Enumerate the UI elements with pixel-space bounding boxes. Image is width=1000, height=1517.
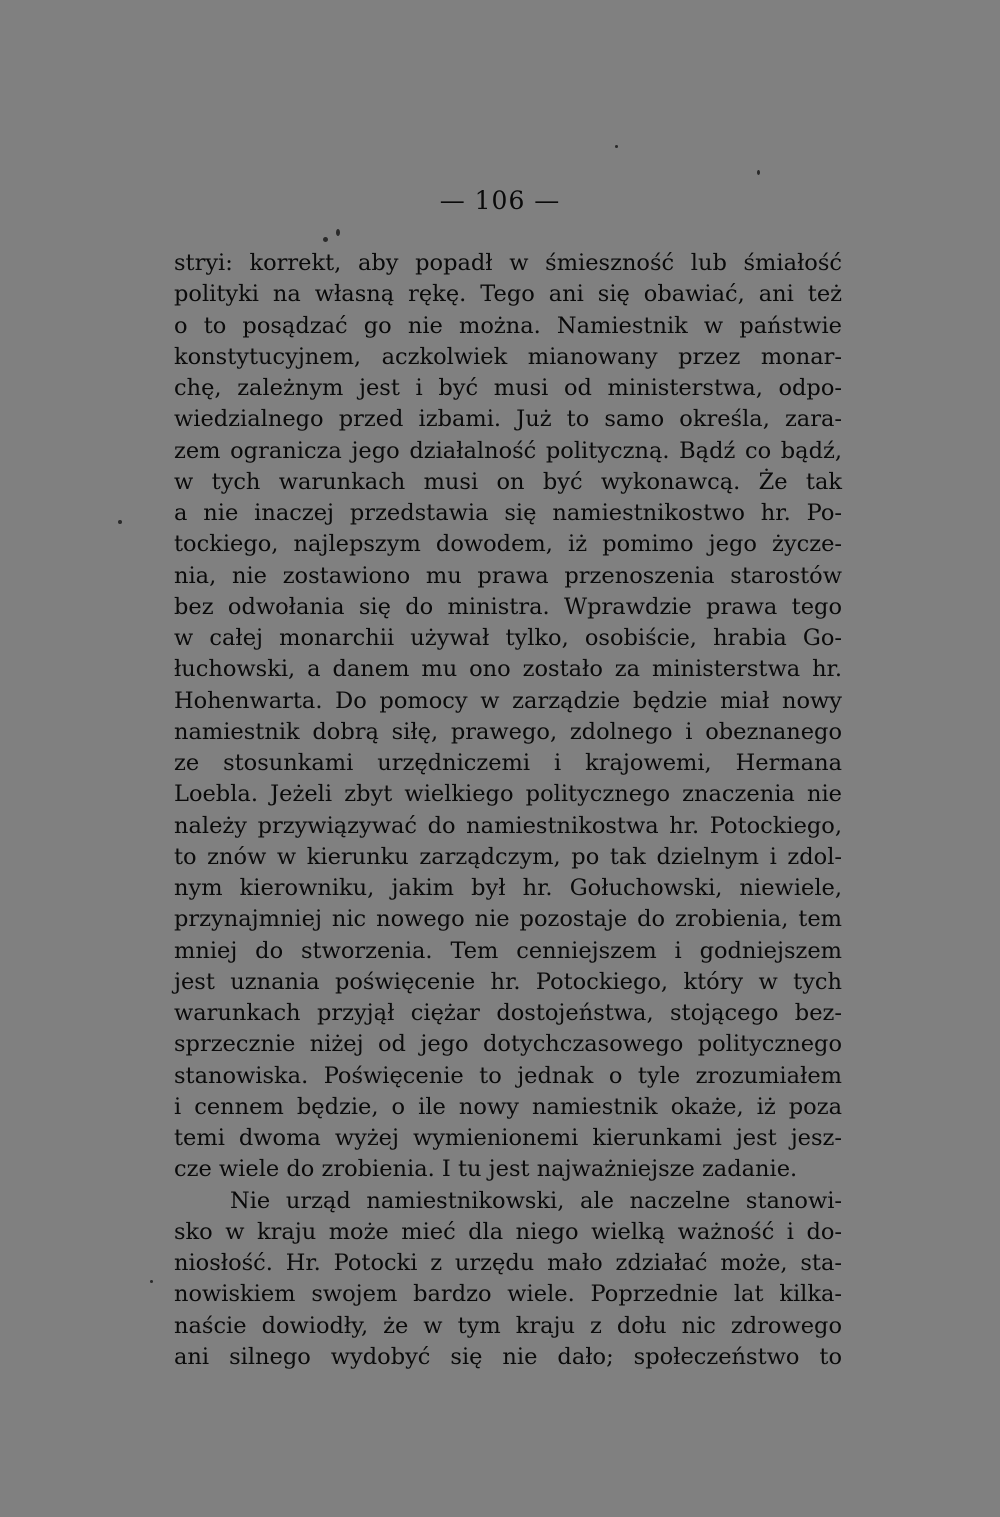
text-line: ani silnego wydobyć się nie dało; społeczeństwo to — [174, 1343, 842, 1370]
text-line: konstytucyjnem, aczkolwiek mianowany przez monar- — [174, 343, 842, 370]
text-line: temi dwoma wyżej wymienionemi kierunkami jest jesz- — [174, 1125, 842, 1151]
scan-speck — [615, 145, 618, 148]
text-line: w tych warunkach musi on być wykonawcą. Że tak — [174, 468, 842, 495]
text-line: a nie inaczej przedstawia się namiestnikostwo hr. Po- — [174, 500, 842, 526]
text-line: nowiskiem swojem bardzo wiele. Poprzednie lat kilka- — [174, 1281, 842, 1308]
text-line: sko w kraju może mieć dla niego wielką ważność i do- — [174, 1218, 842, 1245]
text-line: o to posądzać go nie można. Namiestnik w państwie — [174, 312, 842, 339]
text-line: nia, nie zostawiono mu prawa przenoszenia starostów — [174, 562, 842, 589]
text-line: bez odwołania się do ministra. Wprawdzie prawa tego — [174, 593, 842, 620]
text-line: Nie urząd namiestnikowski, ale naczelne stanowi- — [230, 1187, 842, 1214]
text-line: nym kierowniku, jakim był hr. Gołuchowski, niewiele, — [174, 875, 842, 901]
text-line: stanowiska. Poświęcenie to jednak o tyle zrozumiałem — [174, 1062, 842, 1089]
text-line: zem ogranicza jego działalność polityczną. Bądź co bądź, — [174, 437, 842, 464]
text-line: polityki na własną rękę. Tego ani się obawiać, ani też — [174, 281, 842, 308]
text-line: cze wiele do zrobienia. I tu jest najważniejsze zadanie. — [174, 1156, 798, 1183]
text-line: łuchowski, a danem mu ono zostało za ministerstwa hr. — [174, 656, 842, 683]
scan-speck — [323, 237, 328, 242]
body-text — [174, 248, 842, 1373]
text-line: chę, zależnym jest i być musi od ministerstwa, odpo- — [174, 375, 842, 401]
text-line: wiedzialnego przed izbami. Już to samo określa, zara- — [174, 406, 842, 433]
text-line: niosłość. Hr. Potocki z urzędu mało zdziałać może, sta- — [174, 1250, 842, 1276]
text-line: Loebla. Jeżeli zbyt wielkiego politycznego znaczenia nie — [174, 781, 842, 808]
text-line: jest uznania poświęcenie hr. Potockiego, który w tych — [174, 968, 842, 995]
text-line: mniej do stworzenia. Tem cenniejszem i godniejszem — [174, 937, 842, 964]
scan-speck — [150, 1280, 153, 1283]
scan-speck — [336, 229, 340, 236]
text-line: i cennem będzie, o ile nowy namiestnik okaże, iż poza — [174, 1093, 842, 1120]
text-line: przynajmniej nic nowego nie pozostaje do zrobienia, tem — [174, 906, 842, 933]
text-line: namiestnik dobrą siłę, prawego, zdolnego i obeznanego — [174, 718, 842, 745]
text-line: Hohenwarta. Do pomocy w zarządzie będzie miał nowy — [174, 687, 842, 714]
text-line: warunkach przyjął ciężar dostojeństwa, stojącego bez- — [174, 1000, 842, 1026]
text-line: tockiego, najlepszym dowodem, iż pomimo jego życze- — [174, 531, 842, 558]
text-line: sprzecznie niżej od jego dotychczasowego politycznego — [174, 1031, 842, 1058]
text-line: to znów w kierunku zarządczym, po tak dzielnym i zdol- — [174, 843, 842, 870]
text-line: naście dowiodły, że w tym kraju z dołu nic zdrowego — [174, 1312, 842, 1339]
scan-speck — [757, 170, 760, 175]
text-line: należy przywiązywać do namiestnikostwa hr. Potockiego, — [174, 812, 842, 839]
text-line: ze stosunkami urzędniczemi i krajowemi, Hermana — [174, 750, 842, 776]
page-number: — 106 — — [439, 186, 561, 215]
text-line: w całej monarchii używał tylko, osobiście, hrabia Go- — [174, 625, 842, 651]
scan-speck — [118, 520, 122, 524]
text-line: stryi: korrekt, aby popadł w śmieszność lub śmiałość — [174, 250, 842, 276]
